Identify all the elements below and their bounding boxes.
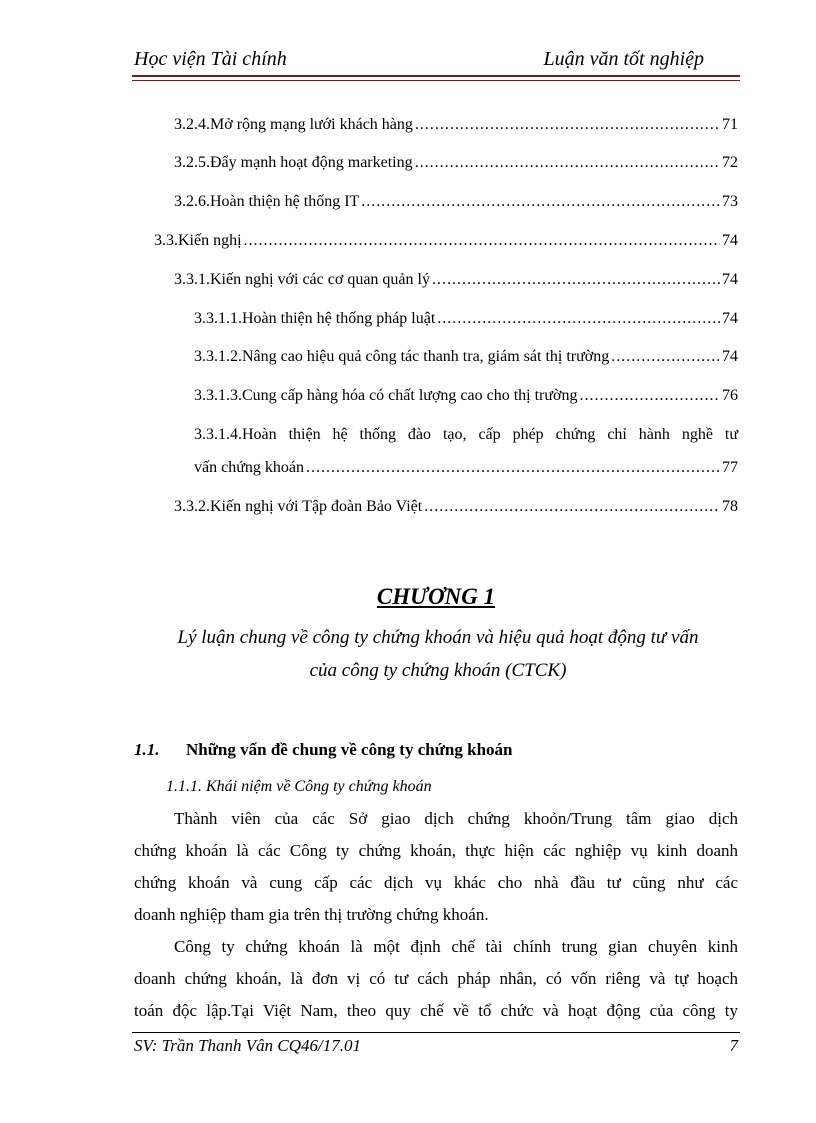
chapter-title: CHƯƠNG 1 bbox=[376, 584, 496, 609]
toc-entry[interactable] bbox=[194, 310, 738, 328]
toc-entry[interactable] bbox=[174, 116, 738, 134]
toc-entry-page: 71 bbox=[722, 116, 738, 133]
chapter-subtitle: Lý luận chung về công ty chứng khoán và hiệu quả hoạt động tư vấn bbox=[177, 627, 699, 648]
header-left: Học viện Tài chính bbox=[134, 48, 287, 70]
header-rule-top bbox=[132, 75, 740, 77]
paragraph-line: chứng khoán là các Công ty chứng khoán, thực hiện các nghiệp vụ kinh doanh bbox=[134, 841, 738, 860]
toc-entry-page: 76 bbox=[722, 387, 738, 404]
toc-entry-title: 3.3.1.Kiến nghị với các cơ quan quản lý bbox=[174, 271, 430, 288]
paragraph-line: Thành viên của các Sở giao dịch chứng khoỏn/Trung tâm giao dịch bbox=[174, 809, 738, 828]
toc-entry-page: 74 bbox=[722, 348, 738, 365]
header-right: Luận văn tốt nghiệp bbox=[543, 48, 704, 70]
toc-entry-page: 74 bbox=[722, 232, 738, 249]
footer-author: SV: Trần Thanh Vân CQ46/17.01 bbox=[134, 1036, 362, 1055]
toc-entry-page: 78 bbox=[722, 498, 738, 515]
paragraph-line: doanh chứng khoán, là đơn vị có tư cách pháp nhân, có vốn riêng và tự hoạch bbox=[134, 969, 738, 988]
toc-entry-title: 3.3.2.Kiến nghị với Tập đoàn Bảo Việt bbox=[174, 498, 423, 515]
toc-entry[interactable] bbox=[174, 154, 738, 172]
toc-entry[interactable] bbox=[174, 193, 738, 211]
toc-entry-title: 3.3.1.1.Hoàn thiện hệ thống pháp luật bbox=[194, 310, 436, 327]
section-number: 1.1. bbox=[134, 740, 160, 759]
header-rule-bottom bbox=[132, 80, 740, 81]
toc-entry-page: 73 bbox=[722, 193, 738, 210]
toc-entry-title: 3.3.1.2.Nâng cao hiệu quả công tác thanh tra, giám sát thị trường bbox=[194, 348, 610, 365]
page-number: 7 bbox=[729, 1036, 738, 1055]
chapter-subtitle: của công ty chứng khoán (CTCK) bbox=[309, 660, 567, 681]
toc-entry[interactable] bbox=[194, 387, 738, 405]
toc-entry-page: 74 bbox=[722, 310, 738, 327]
toc-entry-page: 77 bbox=[722, 459, 738, 476]
toc-entry-title[interactable]: 3.3.1.4.Hoàn thiện hệ thống đào tạo, cấp phép chứng chỉ hành nghề tư bbox=[194, 426, 738, 443]
paragraph-line: Công ty chứng khoán là một định chế tài chính trung gian chuyên kinh bbox=[174, 937, 738, 956]
toc-entry-title: vấn chứng khoán bbox=[194, 459, 304, 476]
paragraph-line: chứng khoán và cung cấp các dịch vụ khác cho nhà đầu tư cũng như các bbox=[134, 873, 738, 892]
subsection-title: 1.1.1. Khái niệm về Công ty chứng khoán bbox=[166, 778, 432, 795]
toc-entry-title: 3.2.5.Đẩy mạnh hoạt động marketing bbox=[174, 154, 413, 171]
toc-entry-title: 3.2.6.Hoàn thiện hệ thống IT bbox=[174, 193, 360, 210]
paragraph-line: toán độc lập.Tại Việt Nam, theo quy chế về tổ chức và hoạt động của công ty bbox=[134, 1001, 738, 1020]
footer-rule bbox=[132, 1032, 740, 1033]
toc-entry[interactable] bbox=[174, 271, 738, 289]
paragraph-line: doanh nghiệp tham gia trên thị trường chứng khoán. bbox=[134, 905, 489, 924]
toc-entry[interactable] bbox=[174, 498, 738, 516]
toc-entry-title: 3.3.1.3.Cung cấp hàng hóa có chất lượng cao cho thị trường bbox=[194, 387, 578, 404]
toc-entry-page: 74 bbox=[722, 271, 738, 288]
toc-entry[interactable] bbox=[194, 348, 738, 366]
toc-entry-title: 3.2.4.Mở rộng mạng lưới khách hàng bbox=[174, 116, 413, 133]
toc-entry-title: 3.3.Kiến nghị bbox=[154, 232, 242, 249]
toc-entry-page: 72 bbox=[722, 154, 738, 171]
toc-entry[interactable] bbox=[194, 459, 738, 477]
toc-entry[interactable] bbox=[154, 232, 738, 250]
section-title: Những vấn đề chung về công ty chứng khoán bbox=[186, 740, 513, 759]
